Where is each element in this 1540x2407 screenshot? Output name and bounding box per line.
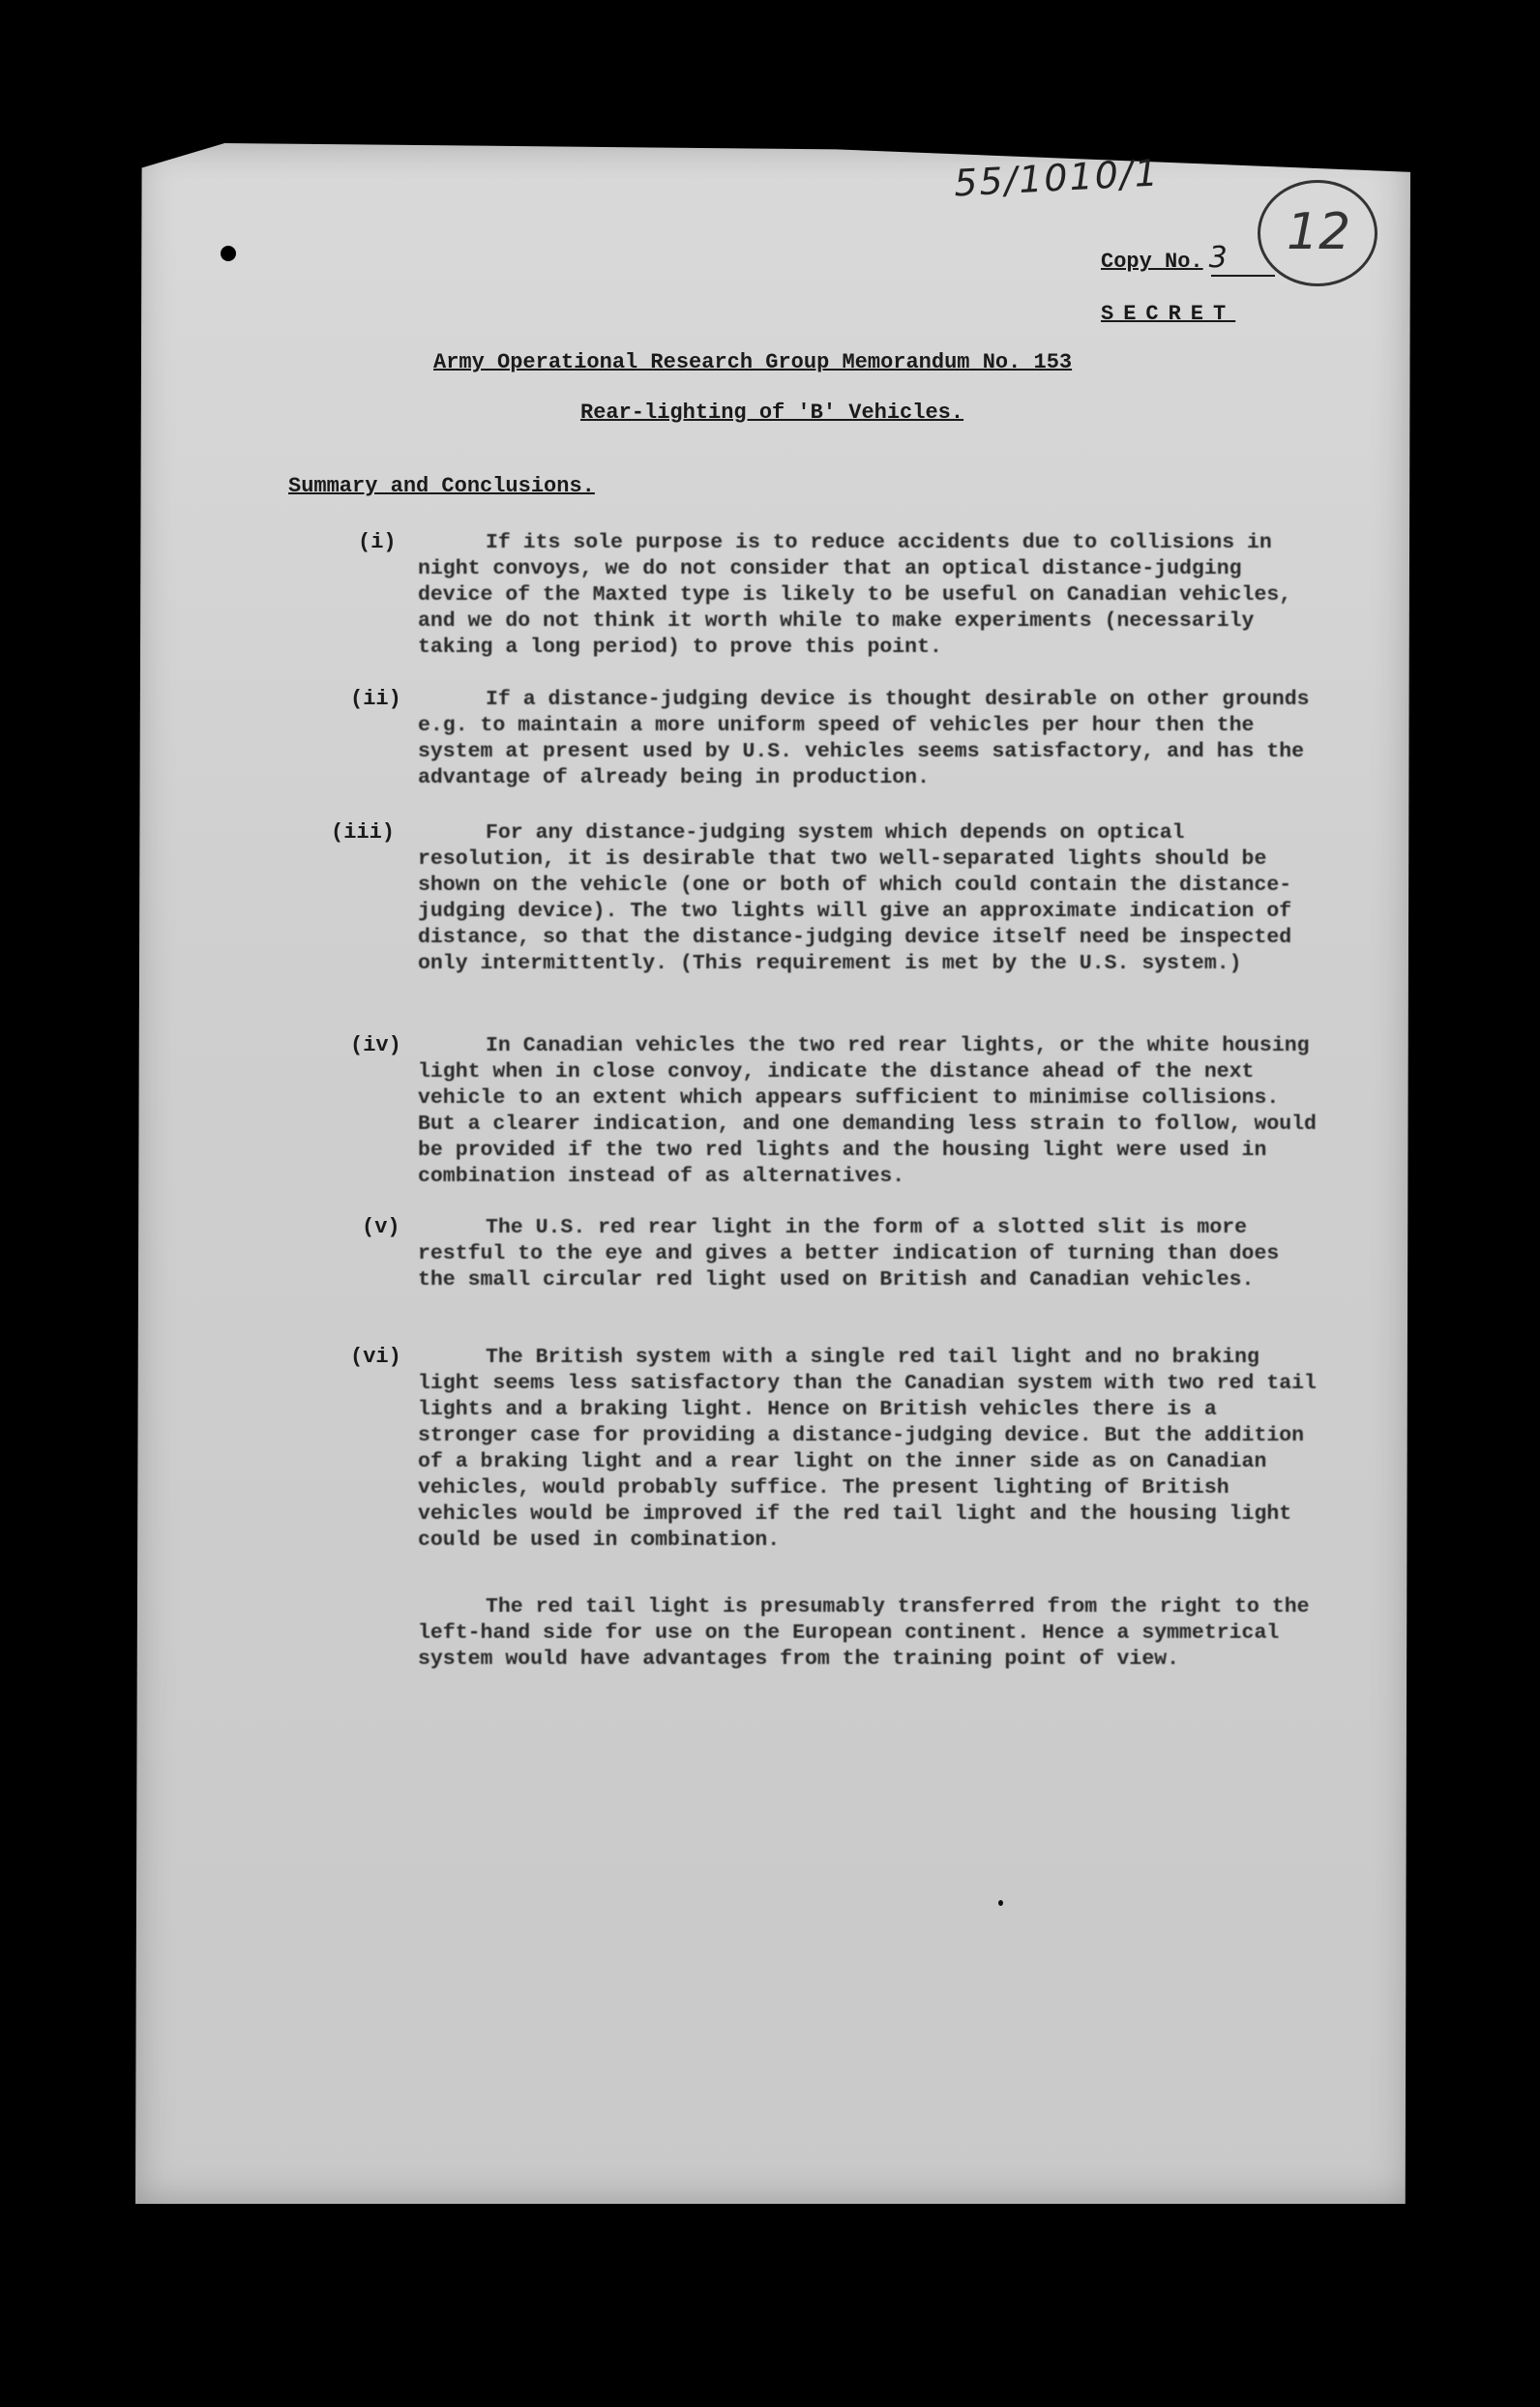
section-heading: Summary and Conclusions.	[288, 474, 595, 498]
paragraph-text: For any distance-judging system which depends on optical resolution, it is desirable that two well-separated lights should be shown on the vehicle (one or both of which could contain the distance-judging device). The two lights will give an approximate indication of distance, so that the distance-judging device itself need be inspected only intermittently. (This requirement is met by the U.S. system.)	[418, 821, 1292, 975]
paragraph-number: (ii)	[350, 687, 401, 711]
copy-number-line	[1101, 241, 1228, 275]
copy-label: Copy No.	[1101, 250, 1203, 274]
closing-paragraph: The red tail light is presumably transferred from the right to the left-hand side for use on the European continent. Hence a symmetrical system would have advantages from the training point of view.	[418, 1595, 1310, 1671]
memo-title: Army Operational Research Group Memorandum No. 153	[433, 350, 1073, 374]
paragraph-number: (v)	[362, 1215, 400, 1239]
security-classification: SECRET	[1101, 302, 1236, 326]
punch-hole	[221, 246, 236, 261]
memo-subtitle: Rear-lighting of 'B' Vehicles.	[580, 401, 964, 425]
paragraph-text: If a distance-judging device is thought desirable on other grounds e.g. to maintain a more uniform speed of vehicles per hour then the system at present used by U.S. vehicles seems satisfactory, and has the advantage of already being in production.	[418, 688, 1310, 789]
paragraph-number: (vi)	[350, 1345, 401, 1369]
paragraph-number: (iii)	[331, 820, 396, 845]
handwritten-page-number: 12	[1287, 203, 1351, 261]
paragraph-text: If its sole purpose is to reduce accidents due to collisions in night convoys, we do not consider that an optical distance-judging device of the Maxted type is likely to be useful on Canadian vehicles, and we do not think it worth while to make experiments (necessarily taking a long period) to prove this point.	[418, 531, 1292, 659]
paragraph-text: The U.S. red rear light in the form of a slotted slit is more restful to the eye and gives a better indication of turning than does the small circular red light used on British and Canadian vehicles.	[418, 1216, 1280, 1292]
paragraph-text: In Canadian vehicles the two red rear lights, or the white housing light when in close convoy, indicate the distance ahead of the next vehicle to an extent which appears sufficient to minimise collisions. But a clearer indication, and one demanding less strain to follow, would be provided if the two red lights and the housing light were used in combination instead of as alternatives.	[418, 1034, 1317, 1188]
paragraph-number: (iv)	[350, 1033, 401, 1057]
copy-number-rule	[1211, 275, 1275, 277]
handwritten-copy-number: 3	[1208, 241, 1228, 275]
handwritten-file-number: 55/1010/1	[952, 151, 1161, 205]
paragraph-number: (i)	[358, 530, 397, 554]
paragraph-text: The British system with a single red tail light and no braking light seems less satisfactory than the Canadian system with two red tail lights and a braking light. Hence on British vehicles there is a stronger case for providing a distance-judging device. But the addition of a braking light and a rear light on the inner side as on Canadian vehicles, would probably suffice. The present lighting of British vehicles would be improved if the red tail light and the housing light could be used in combination.	[418, 1346, 1317, 1552]
paper-speck	[998, 1900, 1003, 1906]
